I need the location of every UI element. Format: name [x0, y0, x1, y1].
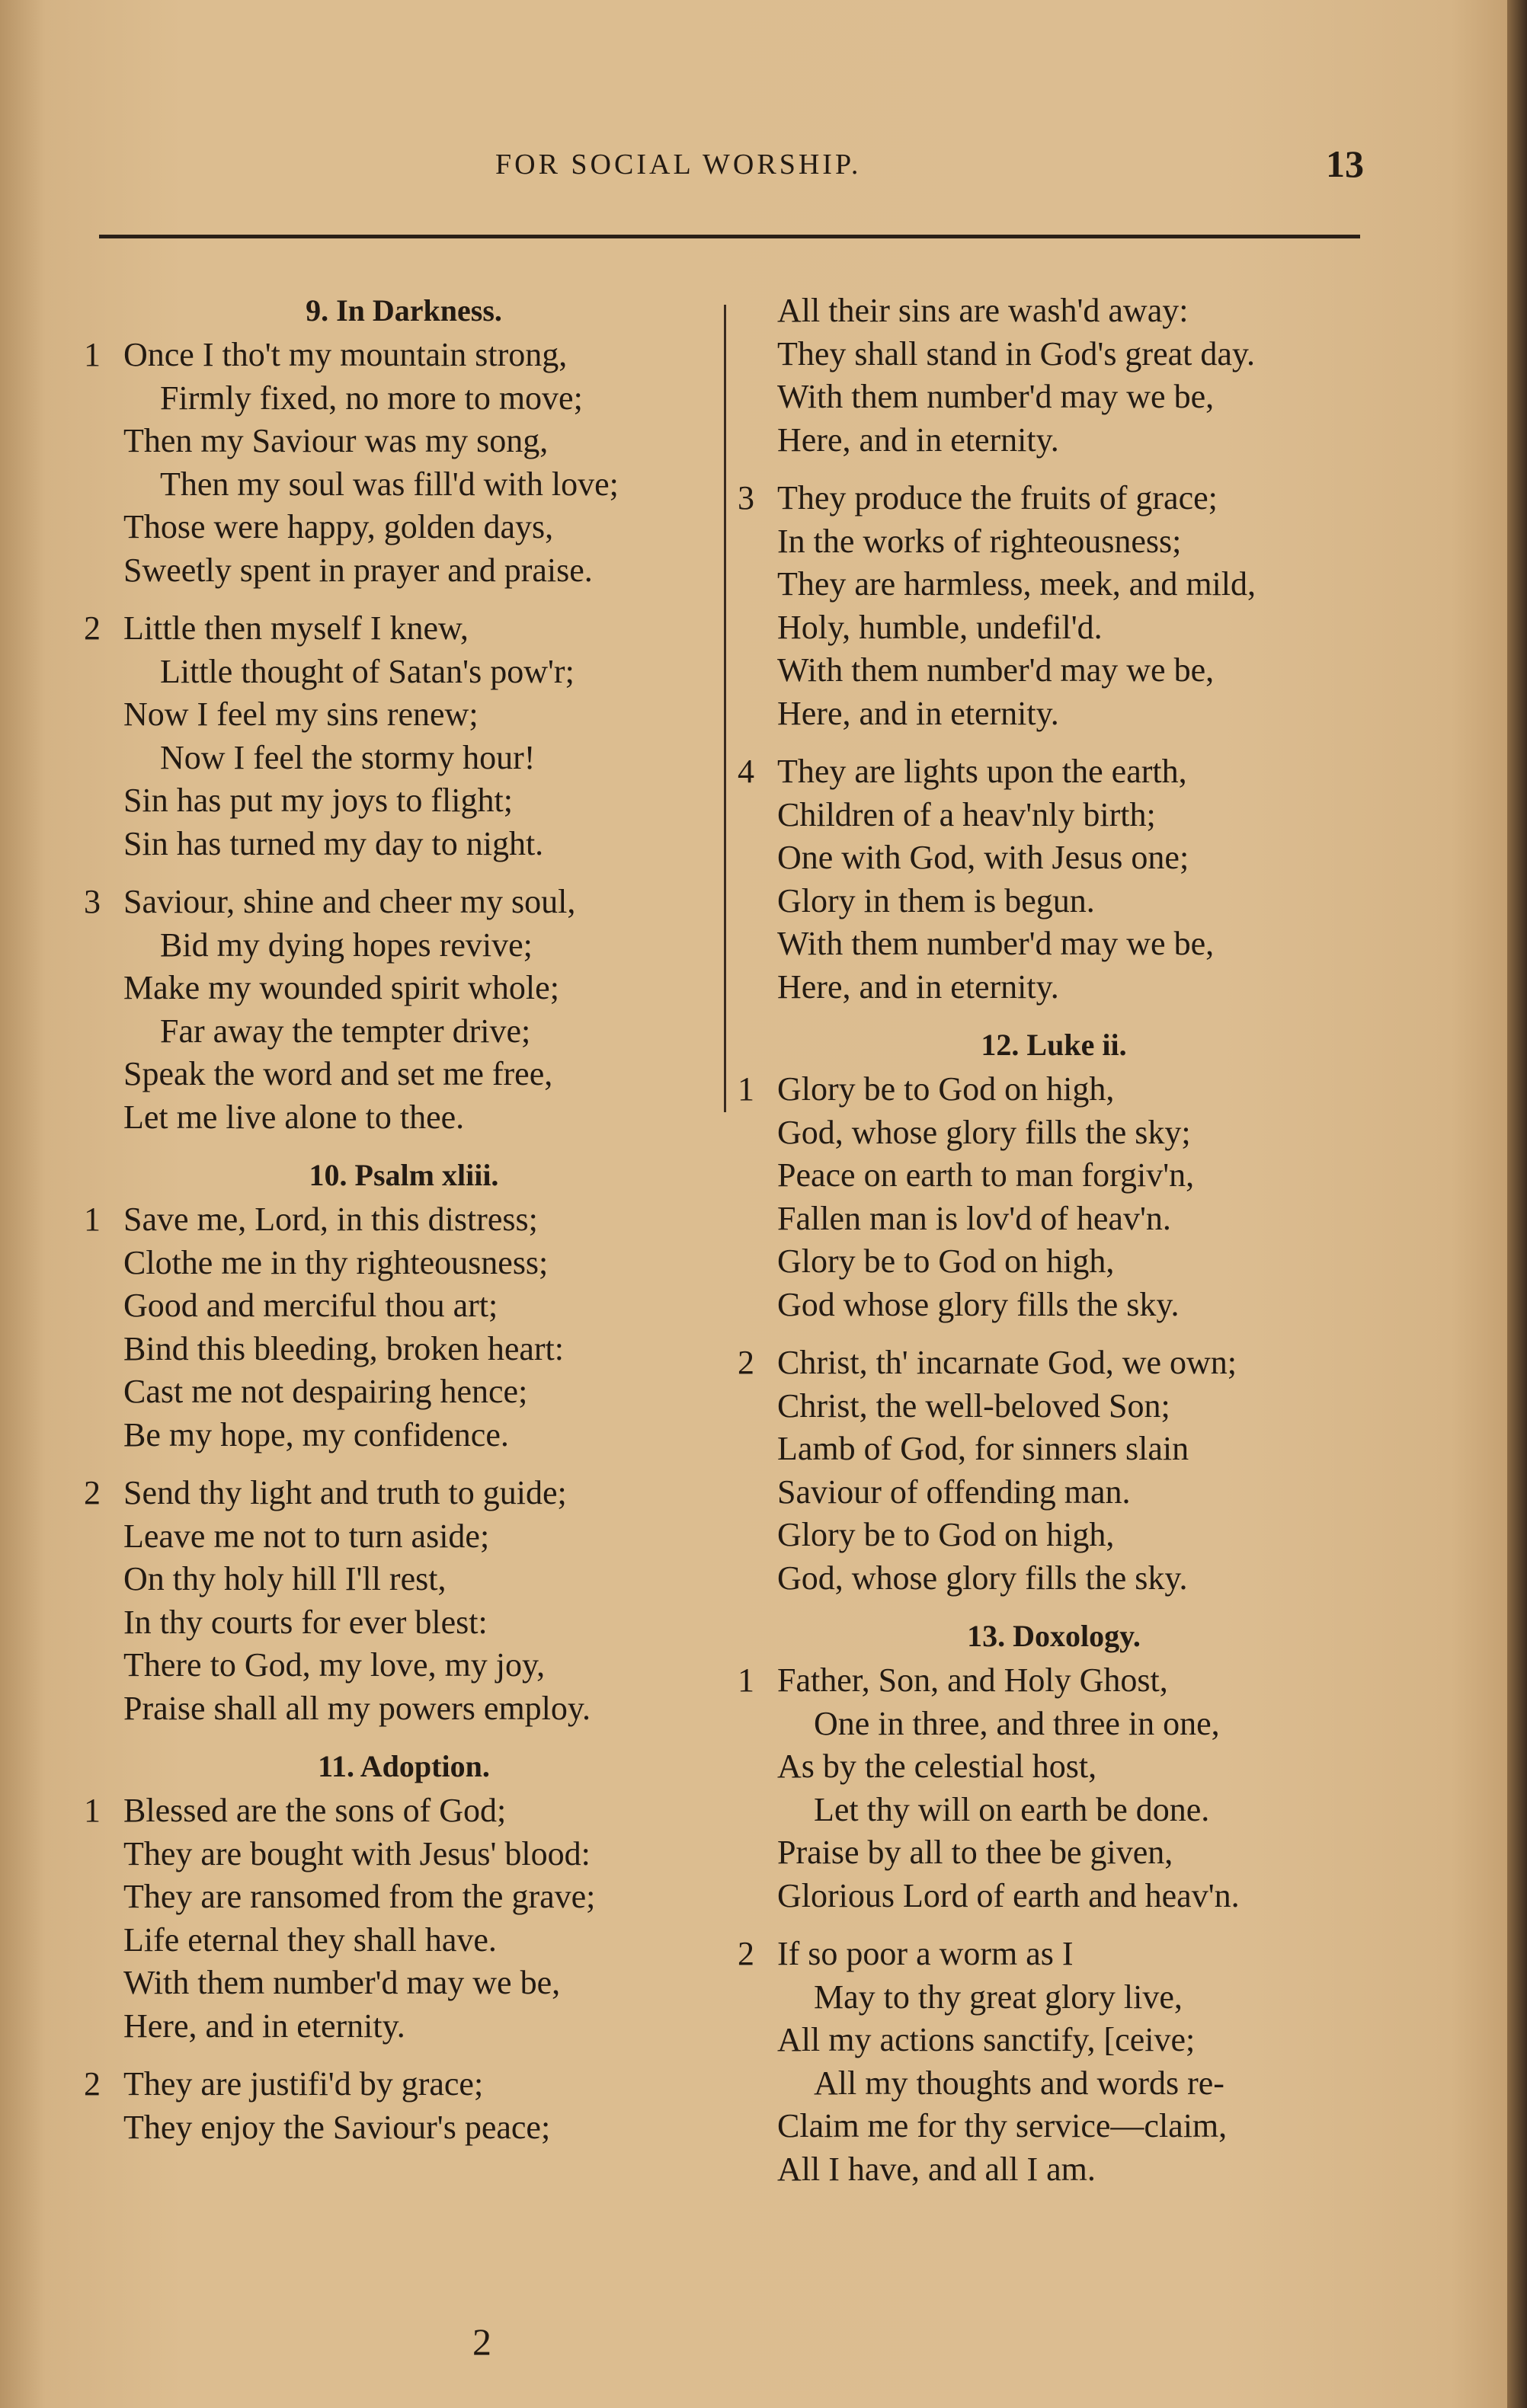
stanza — [84, 1472, 724, 1730]
verse-line: Sin has turned my day to night. — [123, 824, 544, 862]
verse-line: With them number'd may we be, — [777, 651, 1215, 689]
stanza-number: 1 — [84, 1201, 101, 1238]
hymn-title: 13. Doxology. — [967, 1619, 1141, 1653]
verse-line: Glory be to God on high, — [777, 1516, 1115, 1553]
verse-line: God, whose glory fills the sky. — [777, 1559, 1188, 1597]
stanza — [84, 334, 724, 592]
verse-line: Let thy will on earth be done. — [814, 1790, 1210, 1828]
stanza — [84, 2063, 724, 2149]
verse-line: Glory in them is begun. — [777, 881, 1095, 919]
verse-line: They produce the fruits of grace; — [777, 479, 1218, 516]
verse-line: As by the celestial host, — [777, 1748, 1097, 1785]
stanza-number: 1 — [84, 336, 101, 373]
verse-line: Saviour, shine and cheer my soul, — [123, 883, 576, 920]
verse-line: They are lights upon the earth, — [777, 753, 1187, 790]
verse-line: They are harmless, meek, and mild, — [777, 565, 1256, 603]
verse-line: Sin has put my joys to flight; — [123, 782, 513, 819]
verse-line: Those were happy, golden days, — [123, 508, 554, 545]
verse-line: Praise by all to thee be given, — [777, 1834, 1173, 1871]
verse-line: Then my Saviour was my song, — [123, 422, 549, 459]
running-title: FOR SOCIAL WORSHIP. — [495, 149, 862, 181]
verse-line: Glorious Lord of earth and heav'n. — [777, 1876, 1240, 1914]
verse-line: Here, and in eternity. — [777, 694, 1059, 732]
verse-line: Little thought of Satan's pow'r; — [160, 652, 575, 690]
verse-line: Here, and in eternity. — [123, 2007, 405, 2045]
stanza-number: 2 — [738, 1344, 754, 1381]
verse-line: On thy holy hill I'll rest, — [123, 1560, 447, 1597]
verse-line: Now I feel my sins renew; — [123, 696, 479, 733]
verse-line: With them number'd may we be, — [777, 925, 1215, 962]
stanza — [738, 1659, 1370, 1917]
verse-line: Fallen man is lov'd of heav'n. — [777, 1199, 1171, 1237]
stanza-number: 3 — [84, 883, 101, 920]
verse-line: Christ, the well-beloved Son; — [777, 1386, 1170, 1425]
verse-line: Then my soul was fill'd with love; — [160, 465, 619, 503]
verse-line: Leave me not to turn aside; — [123, 1517, 490, 1555]
stanza-number: 1 — [84, 1792, 101, 1829]
stanza — [738, 289, 1370, 462]
verse-line: Christ, th' incarnate God, we own; — [777, 1344, 1237, 1381]
stanza — [738, 750, 1370, 1009]
verse-line: God whose glory fills the sky. — [777, 1285, 1180, 1323]
signature-mark: 2 — [472, 2320, 491, 2363]
stanza-number: 2 — [84, 2065, 101, 2103]
verse-line: God, whose glory fills the sky; — [777, 1113, 1191, 1151]
verse-line: They enjoy the Saviour's peace; — [123, 2108, 551, 2146]
verse-line: Saviour of offending man. — [777, 1473, 1131, 1511]
stanza — [738, 1068, 1370, 1326]
verse-line: All I have, and all I am. — [777, 2150, 1096, 2188]
stanza-number: 3 — [738, 479, 754, 516]
verse-line: Glory be to God on high, — [777, 1070, 1115, 1108]
header-rule — [99, 235, 1360, 238]
verse-line: Claim me for thy service—claim, — [777, 2107, 1228, 2144]
hymn-title: 10. Psalm xliii. — [309, 1158, 499, 1192]
verse-line: Bind this bleeding, broken heart: — [123, 1329, 564, 1367]
verse-line: All my thoughts and words re- — [814, 2064, 1224, 2102]
page-header — [99, 142, 1364, 193]
verse-line: Father, Son, and Holy Ghost, — [777, 1661, 1168, 1699]
verse-line: Life eternal they shall have. — [123, 1920, 497, 1959]
verse-line: Bid my dying hopes revive; — [160, 926, 533, 964]
stanza-number: 2 — [738, 1935, 754, 1972]
verse-line: Send thy light and truth to guide; — [123, 1474, 567, 1511]
verse-line: All my actions sanctify, [ceive; — [777, 2021, 1196, 2058]
verse-line: Good and merciful thou art; — [123, 1287, 498, 1324]
verse-line: All their sins are wash'd away: — [777, 292, 1189, 329]
stanza-number: 4 — [738, 753, 754, 790]
verse-line: May to thy great glory live, — [814, 1978, 1183, 2016]
verse-line: Here, and in eternity. — [777, 967, 1059, 1006]
verse-line: They are bought with Jesus' blood: — [123, 1834, 591, 1872]
verse-line: There to God, my love, my joy, — [123, 1646, 546, 1684]
verse-line: In the works of righteousness; — [777, 522, 1182, 560]
verse-line: If so poor a worm as I — [777, 1935, 1074, 1972]
stanza-number: 1 — [738, 1070, 754, 1108]
verse-line: They are justifi'd by grace; — [123, 2065, 484, 2103]
stanza-number: 1 — [738, 1661, 754, 1699]
stanza-number: 2 — [84, 609, 101, 647]
verse-line: Be my hope, my confidence. — [123, 1415, 509, 1453]
stanza — [738, 477, 1370, 735]
verse-line: Make my wounded spirit whole; — [123, 969, 559, 1006]
verse-line: Sweetly spent in prayer and praise. — [123, 551, 593, 589]
verse-line: Children of a heav'nly birth; — [777, 795, 1156, 833]
verse-line: Holy, humble, undefil'd. — [777, 608, 1103, 646]
stanza — [738, 1342, 1370, 1600]
stanza — [84, 607, 724, 865]
verse-line: Cast me not despairing hence; — [123, 1373, 528, 1410]
verse-line: Save me, Lord, in this distress; — [123, 1201, 538, 1238]
hymn-title: 11. Adoption. — [318, 1749, 490, 1783]
verse-line: Far away the tempter drive; — [160, 1012, 531, 1050]
verse-line: Glory be to God on high, — [777, 1242, 1115, 1280]
verse-line: Clothe me in thy righteousness; — [123, 1243, 549, 1281]
right-column — [738, 289, 1370, 2206]
verse-line: Firmly fixed, no more to move; — [160, 379, 583, 417]
stanza — [84, 881, 724, 1139]
verse-line: Blessed are the sons of God; — [123, 1792, 507, 1829]
left-column — [84, 289, 724, 2164]
verse-line: They shall stand in God's great day. — [777, 334, 1256, 373]
verse-line: Here, and in eternity. — [777, 421, 1059, 459]
verse-line: Lamb of God, for sinners slain — [777, 1430, 1189, 1467]
page-number: 13 — [1326, 142, 1364, 185]
verse-line: Now I feel the stormy hour! — [160, 738, 536, 776]
verse-line: Once I tho't my mountain strong, — [123, 336, 568, 373]
stanza — [84, 1198, 724, 1457]
page-edge — [1507, 0, 1527, 2408]
stanza — [738, 1933, 1370, 2191]
verse-line: Praise shall all my powers employ. — [123, 1689, 591, 1727]
verse-line: One in three, and three in one, — [814, 1704, 1220, 1742]
verse-line: Little then myself I knew, — [123, 609, 469, 647]
verse-line: They are ransomed from the grave; — [123, 1878, 596, 1915]
verse-line: Let me live alone to thee. — [123, 1098, 465, 1136]
column-divider — [724, 305, 726, 1112]
verse-line: Peace on earth to man forgiv'n, — [777, 1156, 1195, 1194]
stanza — [84, 1789, 724, 2048]
verse-line: One with God, with Jesus one; — [777, 839, 1189, 876]
verse-line: Speak the word and set me free, — [123, 1055, 553, 1092]
verse-line: In thy courts for ever blest: — [123, 1603, 488, 1641]
verse-line: With them number'd may we be, — [777, 378, 1215, 415]
verse-line: With them number'd may we be, — [123, 1964, 561, 2001]
hymn-title: 9. In Darkness. — [306, 293, 502, 328]
stanza-number: 2 — [84, 1474, 101, 1511]
hymn-title: 12. Luke ii. — [981, 1028, 1127, 1062]
